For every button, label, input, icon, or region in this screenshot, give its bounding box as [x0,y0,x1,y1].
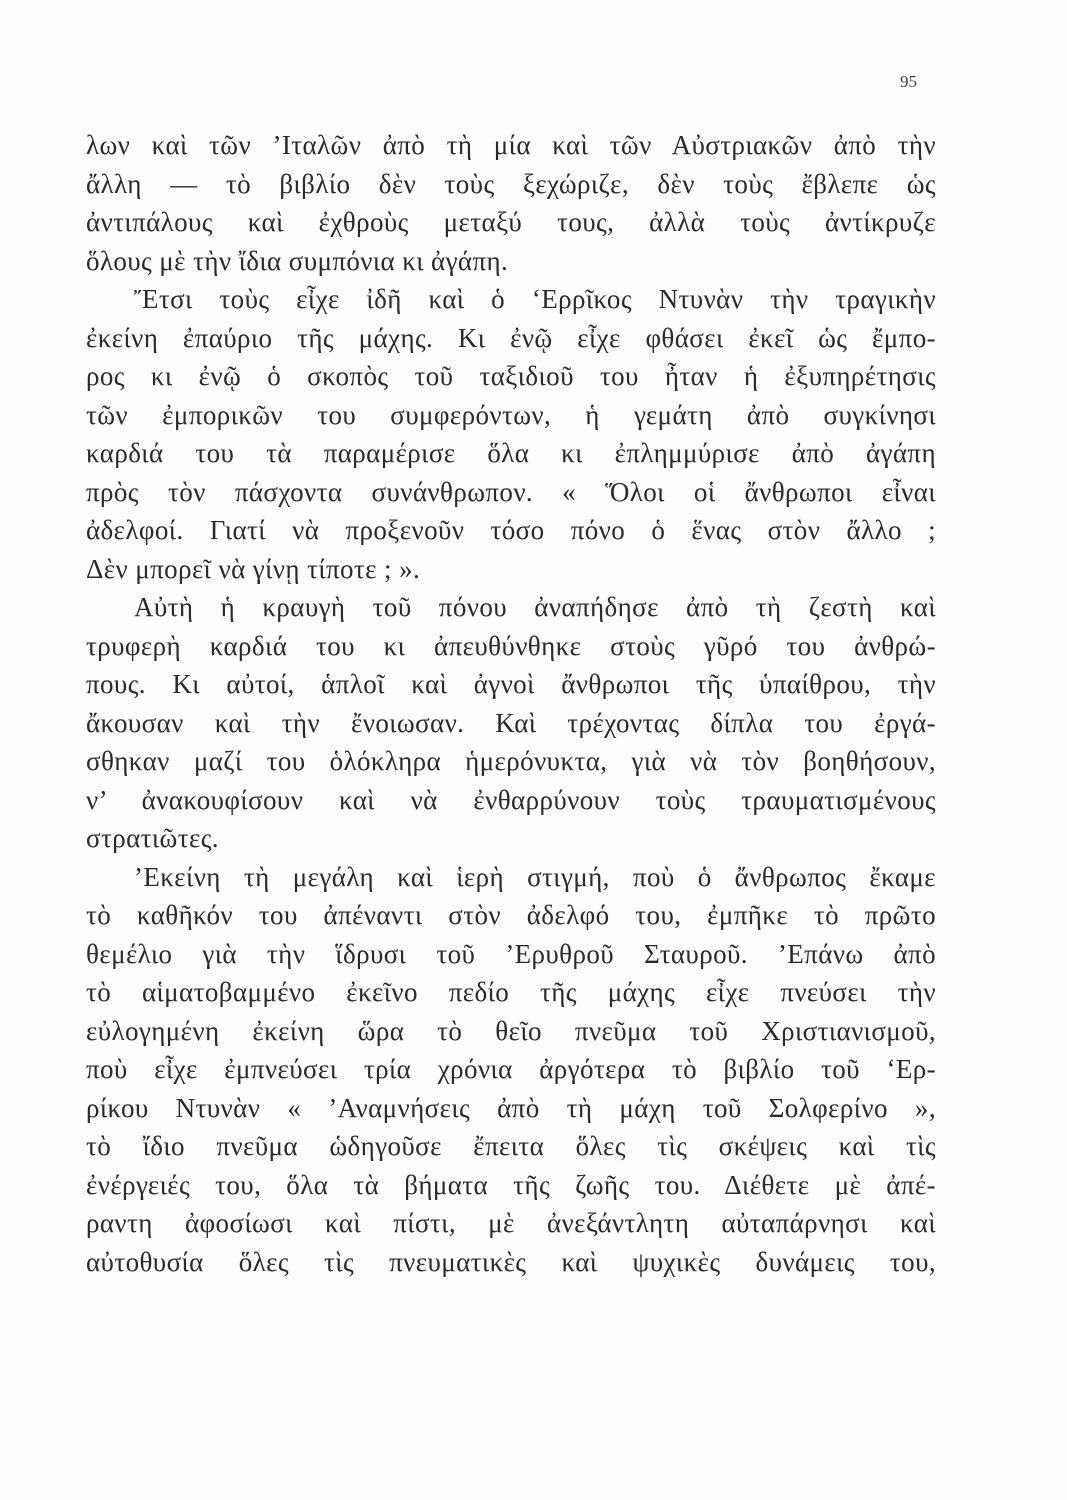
text-line: τὸ αἱματοβαμμένο ἐκεῖνο πεδίο τῆς μάχης εἶχε πνεύσει τὴν [86,977,936,1007]
text-line: θεμέλιο γιὰ τὴν ἵδρυσι τοῦ ’Ερυθροῦ Σταυροῦ. ’Επάνω ἀπὸ [86,938,936,969]
text-line: ἄκουσαν καὶ τὴν ἔνοιωσαν. Καὶ τρέχοντας δίπλα του ἐργά- [86,707,936,738]
text-line: ποὺ εἶχε ἐμπνεύσει τρία χρόνια ἀργότερα τὸ βιβλίο τοῦ ‘Ερ- [86,1054,936,1084]
text-line: τρυφερὴ καρδιά του κι ἀπευθύνθηκε στοὺς γῦρό του ἀνθρώ- [86,630,936,661]
text-line: τῶν ἐμπορικῶν του συμφερόντων, ἡ γεμάτη ἀπὸ συγκίνησι [86,399,936,430]
text-line: ἀδελφοί. Γιατί νὰ προξενοῦν τόσο πόνο ὁ ἕνας στὸν ἄλλο ; [86,515,936,545]
text-line: ν’ ἀνακουφίσουν καὶ νὰ ἐνθαρρύνουν τοὺς τραυματισμένους [86,784,936,815]
body-text [86,126,936,1281]
page-number: 95 [900,72,917,91]
text-line: Ἔτσι τοὺς εἶχε ἰδῆ καὶ ὁ ‘Ερρῖκος Ντυνὰν τὴν τραγικὴν [134,284,936,314]
text-line: τὸ καθῆκόν του ἀπέναντι στὸν ἀδελφό του, ἐμπῆκε τὸ πρῶτο [86,900,936,930]
text-line: πους. Κι αὐτοί, ἁπλοῖ καὶ ἀγνοὶ ἄνθρωποι τῆς ὑπαίθρου, τὴν [86,669,936,699]
text-line: ρίκου Ντυνὰν « ’Αναμνήσεις ἀπὸ τὴ μάχη τοῦ Σολφερίνο », [86,1092,936,1123]
text-line: ἐνέργειές του, ὅλα τὰ βήματα τῆς ζωῆς του. Διέθετε μὲ ἀπέ- [86,1169,936,1200]
text-line: καρδιά του τὰ παραμέρισε ὅλα κι ἐπλημμύρισε ἀπὸ ἀγάπη [86,438,936,468]
text-line: ’Εκείνη τὴ μεγάλη καὶ ἱερὴ στιγμή, ποὺ ὁ ἄνθρωπος ἔκαμε [134,861,936,892]
text-line: ἀντιπάλους καὶ ἐχθροὺς μεταξύ τους, ἀλλὰ τοὺς ἀντίκρυζε [86,207,936,237]
text-line: Αὐτὴ ἡ κραυγὴ τοῦ πόνου ἀναπήδησε ἀπὸ τὴ ζεστὴ καὶ [134,592,936,622]
text-line: ἐκείνη ἐπαύριο τῆς μάχης. Κι ἐνῷ εἶχε φθάσει ἐκεῖ ὡς ἔμπο- [86,322,936,353]
text-line: ραντη ἀφοσίωσι καὶ πίστι, μὲ ἀνεξάντλητη αὐταπάρνησι καὶ [86,1208,936,1238]
text-line: τὸ ἴδιο πνεῦμα ὡδηγοῦσε ἔπειτα ὅλες τὶς σκέψεις καὶ τὶς [86,1131,936,1161]
text-line: ὅλους μὲ τὴν ἴδια συμπόνια κι ἀγάπη. [86,245,509,276]
text-line: ρος κι ἐνῷ ὁ σκοπὸς τοῦ ταξιδιοῦ του ἦταν ἡ ἐξυπηρέτησις [86,361,936,391]
text-line: πρὸς τὸν πάσχοντα συνάνθρωπον. « Ὅλοι οἱ ἄνθρωποι εἶναι [86,476,936,507]
text-line: ἄλλη — τὸ βιβλίο δὲν τοὺς ξεχώριζε, δὲν τοὺς ἔβλεπε ὡς [86,168,936,199]
text-line: Δὲν μπορεῖ νὰ γίνῃ τίποτε ; ». [86,553,421,584]
text-line: αὐτοθυσία ὅλες τὶς πνευματικὲς καὶ ψυχικὲς δυνάμεις του, [86,1246,936,1277]
text-line: στρατιῶτες. [86,823,219,853]
text-line: εὐλογημένη ἐκείνη ὥρα τὸ θεῖο πνεῦμα τοῦ Χριστιανισμοῦ, [86,1015,936,1046]
text-line: λων καὶ τῶν ’Ιταλῶν ἀπὸ τὴ μία καὶ τῶν Αὐστριακῶν ἀπὸ τὴν [86,130,936,160]
text-line: σθηκαν μαζί του ὁλόκληρα ἡμερόνυκτα, γιὰ νὰ τὸν βοηθήσουν, [86,746,936,776]
